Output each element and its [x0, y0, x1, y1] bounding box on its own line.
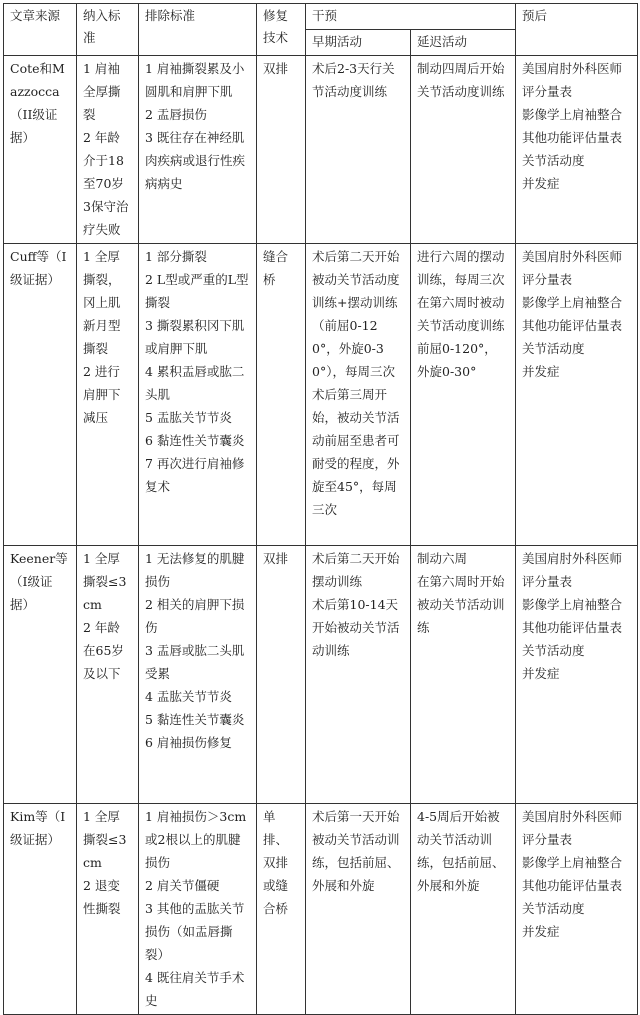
cell-source: Cote和Mazzocca（II级证据）	[4, 56, 77, 244]
list-item: 5 盂肱关节节炎	[145, 410, 232, 425]
list-item: 术后第二天开始摆动训练	[312, 551, 400, 589]
cell-exclusion	[139, 546, 257, 804]
list-item: 并发症	[522, 924, 560, 939]
cell-delayed	[411, 546, 516, 804]
cell-repair: 双排	[257, 546, 306, 804]
list-item: 3 盂唇或肱二头肌受累	[145, 643, 245, 681]
list-item: 4-5周后开始被动关节活动训练，包括前屈、外展和外旋	[417, 809, 505, 893]
cell-delayed	[411, 244, 516, 546]
list-item: 3 既往存在神经肌肉疾病或退行性疾病病史	[145, 130, 246, 191]
cell-source: Cuff等（I级证据）	[4, 244, 77, 546]
list-item: 并发症	[522, 364, 560, 379]
list-item: 1 肩袖损伤＞3cm或2根以上的肌腱损伤	[145, 809, 247, 870]
cell-early	[306, 56, 411, 244]
list-item: 6 黏连性关节囊炎	[145, 433, 245, 448]
list-item: 影像学上肩袖整合	[522, 597, 623, 612]
list-item: 在第六周时开始被动关节活动训练	[417, 574, 505, 635]
list-item: 4 累积盂唇或肱二头肌	[145, 364, 245, 402]
list-item: 术后第三周开始，被动关节活动前屈至患者可耐受的程度，外旋至45°，每周三次	[312, 387, 400, 517]
list-item: 影像学上肩袖整合	[522, 855, 623, 870]
cell-inclusion	[77, 546, 139, 804]
cell-exclusion	[139, 804, 257, 1015]
table-row	[4, 56, 638, 244]
list-item: 1 肩袖撕裂累及小圆肌和肩胛下肌	[145, 61, 245, 99]
list-item: 关节活动度	[522, 153, 585, 168]
list-item: 2 肩关节僵硬	[145, 878, 220, 893]
list-item: 关节活动度	[522, 643, 585, 658]
list-item: 术后第二天开始被动关节活动度训练+摆动训练（前屈0-120°，外旋0-30°），每周三次	[312, 249, 400, 379]
list-item: 1 无法修复的肌腱损伤	[145, 551, 245, 589]
list-item: 影像学上肩袖整合	[522, 107, 623, 122]
list-item: 2 相关的肩胛下损伤	[145, 597, 245, 635]
list-item: 美国肩肘外科医师评分量表	[522, 809, 623, 847]
list-item: 美国肩肘外科医师评分量表	[522, 61, 623, 99]
list-item: 影像学上肩袖整合	[522, 295, 623, 310]
list-item: 制动四周后开始关节活动度训练	[417, 61, 505, 99]
table-row	[4, 546, 638, 804]
cell-delayed	[411, 804, 516, 1015]
header-source: 文章来源	[4, 4, 77, 56]
list-item: 2 盂唇损伤	[145, 107, 207, 122]
list-item: 制动六周	[417, 551, 468, 566]
cell-prognosis	[516, 804, 638, 1015]
table-row	[4, 244, 638, 546]
list-item: 其他功能评估量表	[522, 878, 623, 893]
list-item: 5 黏连性关节囊炎	[145, 712, 245, 727]
cell-repair: 单排、双排或缝合桥	[257, 804, 306, 1015]
list-item: 2 退变性撕裂	[83, 878, 121, 916]
list-item: 3 撕裂累积冈下肌或肩胛下肌	[145, 318, 245, 356]
cell-inclusion	[77, 244, 139, 546]
list-item: 2 年龄介于18至70岁	[83, 130, 124, 191]
list-item: 关节活动度	[522, 341, 585, 356]
cell-prognosis	[516, 546, 638, 804]
list-item: 2 年龄在65岁及以下	[83, 620, 124, 681]
header-inclusion: 纳入标准	[77, 4, 139, 56]
list-item: 7 再次进行肩袖修复术	[145, 456, 245, 494]
cell-repair: 缝合桥	[257, 244, 306, 546]
rehab-comparison-table	[3, 3, 638, 1015]
list-item: 1 全厚撕裂，冈上肌新月型撕裂	[83, 249, 121, 356]
header-row-1	[4, 4, 638, 30]
list-item: 并发症	[522, 666, 560, 681]
header-prognosis: 预后	[516, 4, 638, 56]
cell-source: Kim等（I级证据）	[4, 804, 77, 1015]
list-item: 术后第10-14天开始被动关节活动训练	[312, 597, 400, 658]
header-repair: 修复技术	[257, 4, 306, 56]
list-item: 关节活动度	[522, 901, 585, 916]
header-delayed: 延迟活动	[411, 30, 516, 56]
list-item: 术后2-3天行关节活动度训练	[312, 61, 395, 99]
list-item: 术后第一天开始被动关节活动训练，包括前屈、外展和外旋	[312, 809, 400, 893]
cell-early	[306, 244, 411, 546]
cell-prognosis	[516, 56, 638, 244]
list-item: 6 肩袖损伤修复	[145, 735, 232, 750]
list-item: 3保守治疗失败	[83, 199, 129, 237]
list-item: 其他功能评估量表	[522, 318, 623, 333]
list-item: 其他功能评估量表	[522, 620, 623, 635]
list-item: 3 其他的盂肱关节损伤（如盂唇撕裂）	[145, 901, 245, 962]
header-exclusion: 排除标准	[139, 4, 257, 56]
cell-prognosis	[516, 244, 638, 546]
cell-early	[306, 804, 411, 1015]
cell-early	[306, 546, 411, 804]
table-row	[4, 804, 638, 1015]
list-item: 2 进行肩胛下减压	[83, 364, 121, 425]
list-item: 在第六周时被动关节活动度训练前屈0-120°，外旋0-30°	[417, 295, 505, 379]
list-item: 其他功能评估量表	[522, 130, 623, 145]
list-item: 并发症	[522, 176, 560, 191]
header-intervention: 干预	[306, 4, 516, 30]
list-item: 1 部分撕裂	[145, 249, 207, 264]
list-item: 1 肩袖全厚撕裂	[83, 61, 121, 122]
list-item: 进行六周的摆动训练，每周三次	[417, 249, 505, 287]
list-item: 4 既往肩关节手术史	[145, 970, 245, 1008]
cell-delayed	[411, 56, 516, 244]
cell-exclusion	[139, 244, 257, 546]
cell-repair: 双排	[257, 56, 306, 244]
list-item: 美国肩肘外科医师评分量表	[522, 551, 623, 589]
header-early: 早期活动	[306, 30, 411, 56]
list-item: 美国肩肘外科医师评分量表	[522, 249, 623, 287]
cell-inclusion	[77, 56, 139, 244]
list-item: 1 全厚撕裂≤3cm	[83, 551, 127, 612]
list-item: 1 全厚撕裂≤3cm	[83, 809, 127, 870]
cell-inclusion	[77, 804, 139, 1015]
list-item: 4 盂肱关节节炎	[145, 689, 232, 704]
cell-exclusion	[139, 56, 257, 244]
cell-source: Keener等（I级证据）	[4, 546, 77, 804]
list-item: 2 L型或严重的L型撕裂	[145, 272, 249, 310]
